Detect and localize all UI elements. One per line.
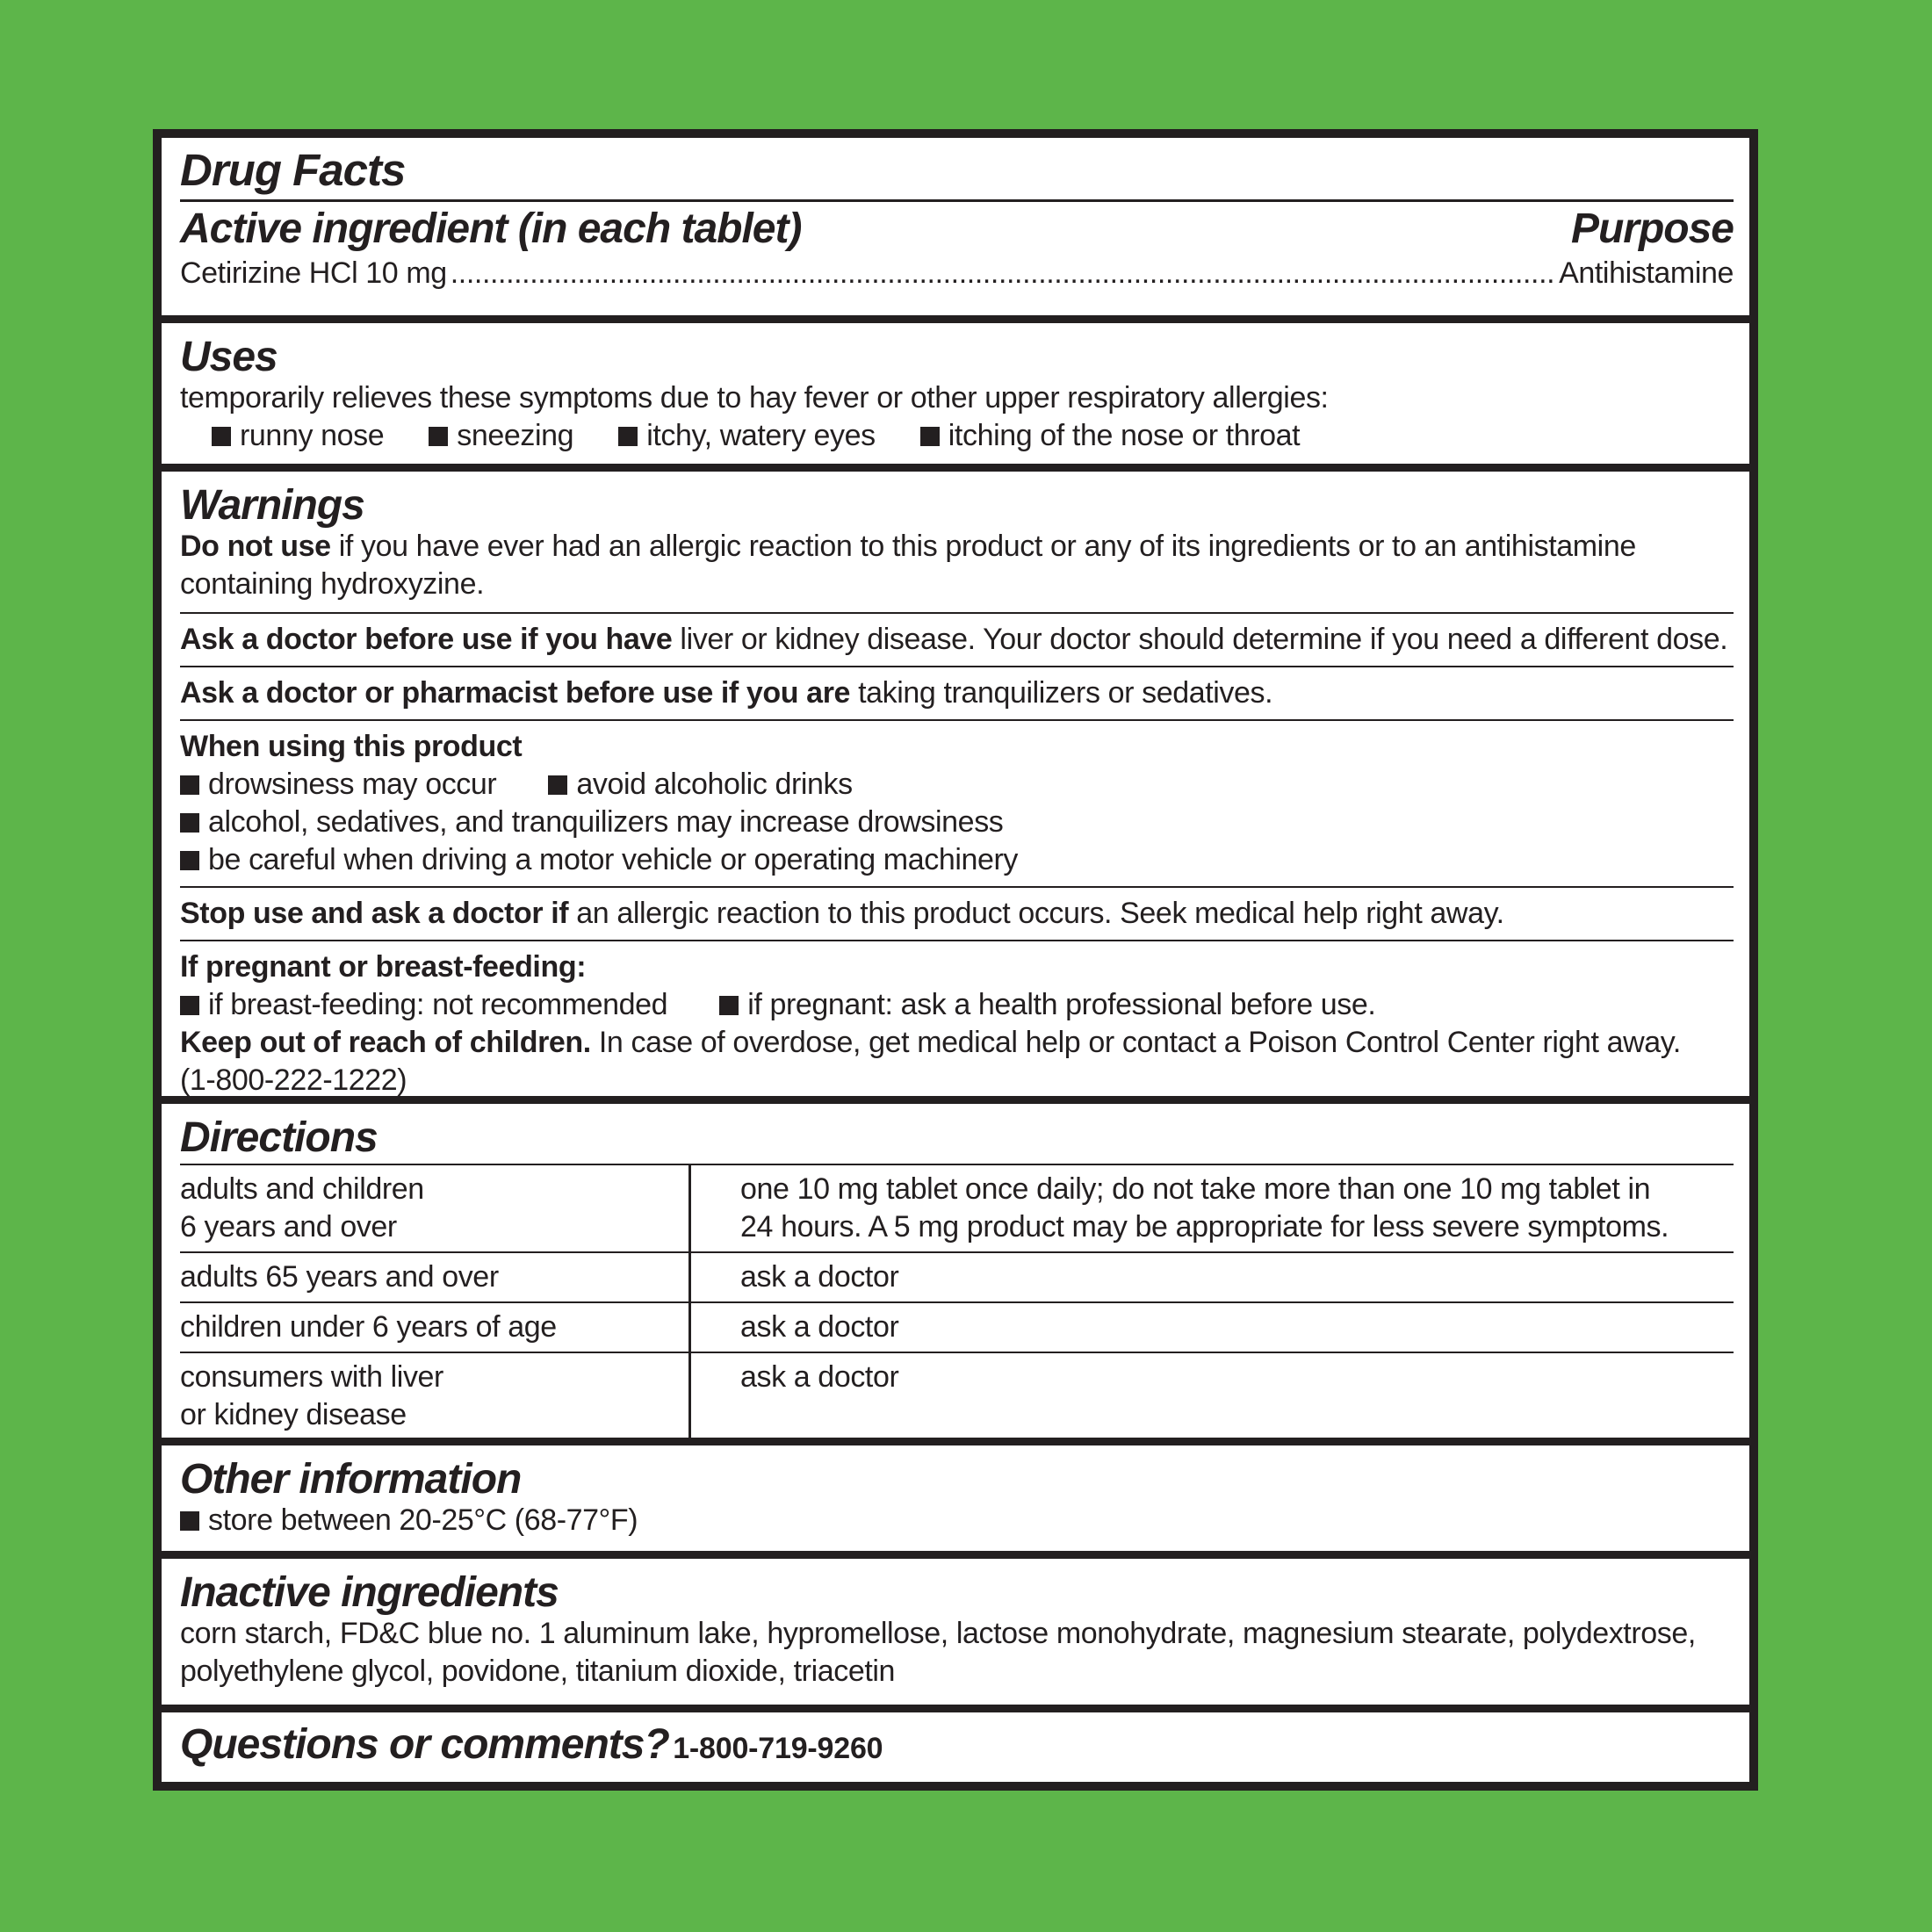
bullet-square-icon [429,427,448,446]
inactive-ingredients-text: corn starch, FD&C blue no. 1 aluminum lake, hypromellose, lactose monohydrate, magnesium stearate, polydextrose, polyethylene glycol, povidone, titanium dioxide, triacetin [180,1617,1696,1688]
bullet-square-icon [180,851,199,870]
table-row: adults and children 6 years and over one 10 mg tablet once daily; do not take more than one 10 mg tablet in 24 hours. A 5 mg product may be appropriate for less severe symptoms. [180,1164,1734,1251]
divider [180,199,1734,202]
poison-control-phone: (1-800-222-1222) [180,1063,407,1096]
list-item: store between 20-25°C (68-77°F) [180,1502,1734,1539]
other-information-section [162,1445,1749,1551]
bullet-square-icon [180,813,199,833]
directions-section [162,1104,1749,1438]
list-item: avoid alcoholic drinks [548,768,852,801]
uses-heading: Uses [180,334,278,380]
active-ingredient-purpose: Antihistamine [1559,256,1734,290]
list-item: itchy, watery eyes [618,417,875,455]
bullet-square-icon [920,427,940,446]
drug-facts-title: Drug Facts [180,145,406,195]
bullet-square-icon [618,427,638,446]
list-item: sneezing [429,417,573,455]
active-ingredient-name: Cetirizine HCl 10 mg [180,256,447,290]
purpose-heading: Purpose [1570,205,1734,252]
inactive-ingredients-section [162,1559,1749,1705]
table-row: consumers with liver or kidney disease ask a doctor [180,1352,1734,1438]
directions-table [180,1164,1734,1438]
list-item: if breast-feeding: not recommended [180,988,667,1021]
list-item: itching of the nose or throat [920,417,1300,455]
ask-pharmacist: Ask a doctor or pharmacist before use if you are taking tranquilizers or sedatives. [180,676,1273,710]
table-row: children under 6 years of age ask a doctor [180,1301,1734,1352]
active-heading-row [180,204,1734,255]
active-ingredient-heading: Active ingredient (in each tablet) [180,205,802,252]
questions-phone: 1-800-719-9260 [673,1732,883,1765]
list-item: if pregnant: ask a health professional before use. [719,988,1375,1021]
bullet-square-icon [180,996,199,1015]
uses-section [162,323,1749,464]
bullet-square-icon [180,775,199,795]
pregnant: If pregnant or breast-feeding: if breast-feeding: not recommended if pregnant: ask a health professional before use. Keep out of reach of children. In case of overdose, get medical help or contact a Poison Control Center right away. (1-800-222-1222) [180,941,1734,1096]
questions-section [162,1712,1749,1782]
drug-facts-panel [153,129,1758,1791]
directions-heading: Directions [180,1114,378,1161]
dot-leader [451,255,1555,292]
list-item: be careful when driving a motor vehicle or operating machinery [180,841,1734,879]
list-item: alcohol, sedatives, and tranquilizers may increase drowsiness [180,804,1734,841]
do-not-use: Do not use if you have ever had an allergic reaction to this product or any of its ingredients or to an antihistamine containing hydroxyzine. [180,530,1636,601]
warnings-section [162,472,1749,1096]
uses-text: temporarily relieves these symptoms due to hay fever or other upper respiratory allergies: [180,381,1329,415]
list-item: drowsiness may occur [180,768,496,801]
inactive-ingredients-heading: Inactive ingredients [180,1569,559,1616]
bullet-square-icon [212,427,231,446]
table-row: adults 65 years and over ask a doctor [180,1251,1734,1301]
stop-use: Stop use and ask a doctor if an allergic reaction to this product occurs. Seek medical help right away. [180,897,1504,930]
warnings-heading: Warnings [180,482,364,529]
keep-out-of-reach: Keep out of reach of children. In case of overdose, get medical help or contact a Poison Control Center right away. [180,1026,1681,1059]
bullet-square-icon [719,996,739,1015]
active-ingredient-section [162,138,1749,315]
questions-row [180,1719,1734,1770]
bullet-square-icon [548,775,567,795]
other-information-heading: Other information [180,1456,522,1503]
list-item: runny nose [212,417,384,455]
questions-heading: Questions or comments? [180,1721,669,1768]
when-using: When using this product drowsiness may occur avoid alcoholic drinks alcohol, sedatives, and tranquilizers may increase drowsiness be careful when driving a motor vehicle or operating machinery [180,721,1734,886]
active-ingredient-row [180,255,1734,292]
uses-list [180,417,1734,455]
bullet-square-icon [180,1511,199,1531]
ask-doctor: Ask a doctor before use if you have liver or kidney disease. Your doctor should determine if you need a different dose. [180,623,1728,656]
